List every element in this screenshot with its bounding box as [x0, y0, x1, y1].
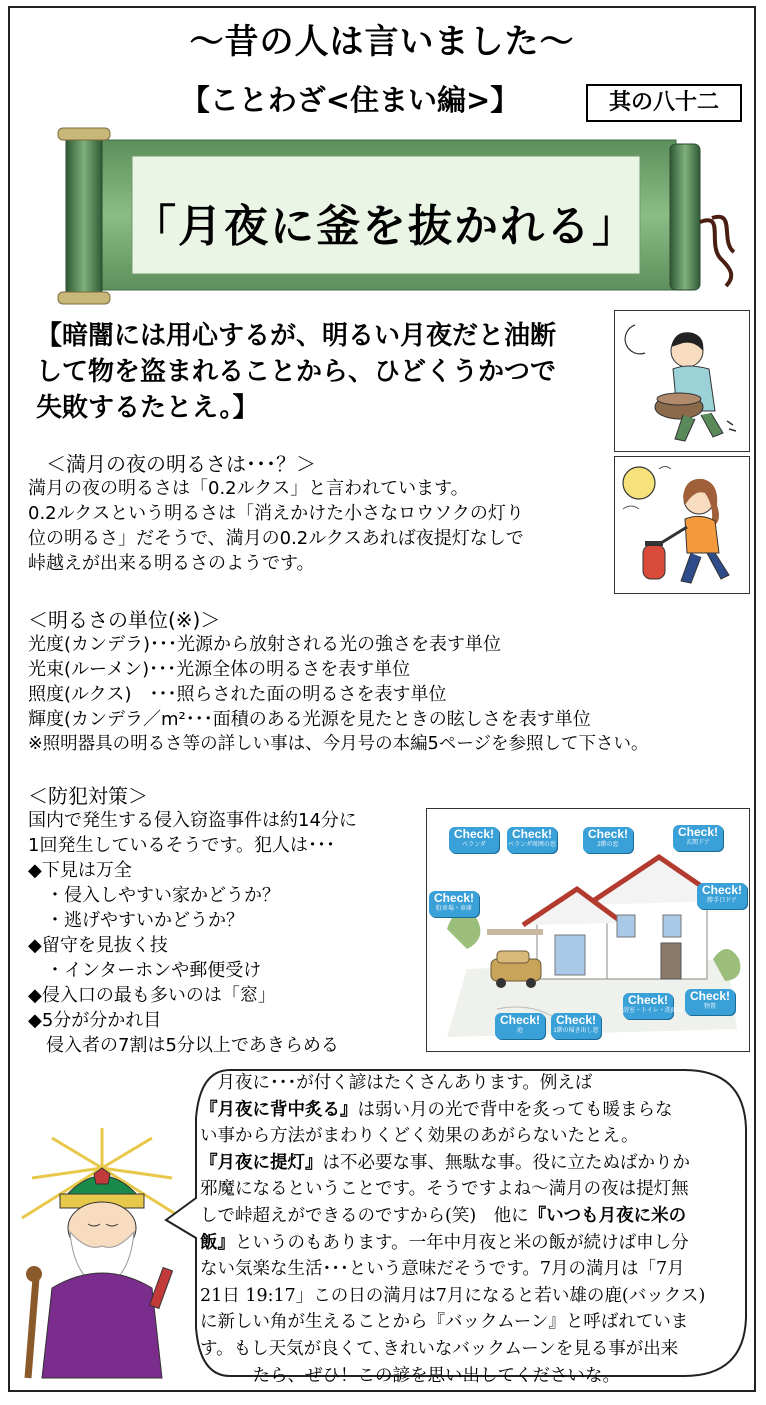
speech-text	[200, 1070, 748, 1389]
speech-run: い事から方法がまわりくどく効果のあがらないたとえ。	[200, 1126, 639, 1147]
issue-badge: 其の八十二	[586, 84, 742, 122]
body-line: 侵入者の7割は5分以上であきらめる	[28, 1035, 339, 1056]
page-subtitle: 【ことわざ<住まい編>】	[180, 83, 520, 117]
page	[8, 6, 756, 1392]
check-word: Check!	[701, 883, 742, 897]
speech-line	[200, 1230, 748, 1257]
check-label: 2階の窓	[597, 842, 619, 848]
full-moon-heading: ＜満月の夜の明るさは･･･？＞	[46, 452, 316, 476]
body-line: 峠越えが出来る明るさのようです。	[28, 553, 315, 574]
body-line: 光度(カンデラ)･･･光源から放射される光の強さを表す単位	[28, 634, 502, 655]
body-line: 国内で発生する侵入窃盗事件は約14分に	[28, 810, 357, 831]
body-line: 満月の夜の明るさは「0.2ルクス」と言われています。	[28, 478, 469, 499]
speech-line	[200, 1150, 748, 1177]
check-bubble	[551, 1013, 601, 1039]
check-bubble	[429, 891, 479, 917]
check-word: Check!	[677, 825, 718, 839]
body-line: 1回発生しているそうです。犯人は･･･	[28, 835, 336, 856]
body-line: 0.2ルクスという明るさは「消えかけた小さなロウソクの灯り	[28, 503, 524, 524]
body-line: ※照明器具の明るさ等の詳しい事は、今月号の本編5ページを参照して下さい。	[28, 734, 649, 754]
speech-run: 月夜に･･･が付く諺はたくさんあります。例えば	[200, 1073, 593, 1093]
check-word: Check!	[499, 1013, 540, 1027]
check-label: 物置	[703, 1004, 716, 1010]
check-label: 勝手口ドア	[707, 898, 737, 904]
check-word: Check!	[587, 827, 628, 841]
body-line: ・侵入しやすい家かどうか？	[28, 885, 280, 906]
body-line: ・逃げやすいかどうか？	[28, 910, 244, 931]
summary-line: 失敗するたとえ。】	[36, 393, 259, 423]
check-bubble	[685, 989, 735, 1015]
proverb-highlight: 飯』	[200, 1232, 235, 1253]
summary-line: 【暗闇には用心するが、明るい月夜だと油断	[36, 321, 557, 351]
speech-line	[200, 1336, 748, 1363]
check-bubble	[697, 883, 747, 909]
check-bubble	[673, 825, 723, 851]
check-label: ベランダ	[462, 842, 486, 848]
proverb-scroll	[36, 126, 726, 311]
body-line: ◆下見は万全	[28, 860, 132, 881]
summary-line: して物を盗まれることから、ひどくうかつで	[36, 357, 557, 387]
check-label: 玄関ドア	[686, 840, 710, 846]
thief-illustration	[614, 310, 750, 452]
body-line: 照度(ルクス) ･･･照らされた面の明るさを表す単位	[28, 684, 447, 705]
speech-line	[200, 1363, 748, 1390]
check-word: Check!	[511, 827, 552, 841]
page-title: ～昔の人は言いました～	[189, 22, 575, 62]
body-line: 輝度(カンデラ／m²･･･面積のある光源を見たときの眩しさを表す単位	[28, 709, 591, 730]
body-line: 位の明るさ」だそうで、満月の0.2ルクスあれば夜提灯なしで	[28, 528, 524, 549]
body-line: ◆侵入口の最も多いのは「窓」	[28, 985, 276, 1006]
units-body	[28, 632, 648, 757]
speech-line	[200, 1256, 748, 1283]
body-line: 光束(ルーメン)･･･光源全体の明るさを表す単位	[28, 659, 411, 680]
proverb-title: 「月夜に釜を抜かれる」	[132, 201, 638, 252]
proverb-highlight: 『月夜に背中炙る』	[200, 1099, 358, 1120]
speech-run: というのもあります。一年中月夜と米の飯が続けば申し分	[235, 1232, 689, 1253]
check-word: Check!	[627, 993, 668, 1007]
body-line: ・インターホンや郵便受け	[28, 960, 262, 981]
check-label: 庭	[516, 1028, 523, 1034]
check-word: Check!	[689, 989, 730, 1003]
check-bubble	[449, 827, 499, 853]
body-line: ◆5分が分かれ目	[28, 1010, 162, 1031]
speech-line	[200, 1097, 748, 1124]
proverb-highlight: 『月夜に提灯』	[200, 1152, 323, 1173]
check-label: 1階の掃き出し窓	[553, 1028, 599, 1034]
speech-run: しで峠超えができるのですから(笑) 他に	[200, 1205, 529, 1226]
speech-run: は弱い月の光で背中を炙っても暖まらな	[357, 1099, 673, 1120]
speech-run: ない気楽な生活･･･という意味だそうです。7月の満月は「7月	[200, 1259, 685, 1280]
house-check-diagram	[426, 808, 750, 1052]
check-label: 浴室・トイレ・洗面所	[623, 1008, 683, 1014]
check-word: Check!	[433, 891, 474, 905]
speech-line	[200, 1283, 748, 1310]
speech-line	[200, 1070, 748, 1097]
body-line: ◆留守を見抜く技	[28, 935, 168, 956]
check-word: Check!	[555, 1013, 596, 1027]
check-bubble	[495, 1013, 545, 1039]
check-bubble	[583, 827, 633, 853]
speech-run: は不必要な事、無駄な事。役に立たぬばかりか	[322, 1152, 690, 1173]
speech-line	[200, 1203, 748, 1230]
speech-run: たら、ぜひ！この諺を思い出してくださいな。	[200, 1365, 620, 1386]
proverb-summary	[36, 318, 606, 426]
crime-body	[28, 808, 357, 1058]
check-label: 駐車場・車庫	[435, 906, 472, 912]
lantern-illustration	[614, 456, 750, 594]
speech-line	[200, 1176, 748, 1203]
check-bubble	[623, 993, 683, 1019]
speech-run: 21日 19:17」この日の満月は7月になると若い雄の鹿(バックス)	[200, 1285, 706, 1306]
full-moon-body	[28, 476, 524, 576]
speech-run: す。もし天気が良くて､きれいなバックムーンを見る事が出来	[200, 1338, 679, 1359]
proverb-highlight: 『いつも月夜に米の	[528, 1205, 687, 1226]
crime-heading: ＜防犯対策＞	[28, 784, 148, 808]
check-bubble	[507, 827, 557, 853]
speech-line	[200, 1309, 748, 1336]
speech-line	[200, 1123, 748, 1150]
speech-run: に新しい角が生えることから『バックムーン』と呼ばれていま	[200, 1312, 689, 1333]
check-label: ベランダ周囲の窓	[508, 842, 556, 848]
speech-run: 邪魔になるということです。そうですよね～満月の夜は提灯無	[200, 1179, 689, 1200]
units-heading: ＜明るさの単位(※)＞	[28, 608, 221, 632]
check-word: Check!	[453, 827, 494, 841]
